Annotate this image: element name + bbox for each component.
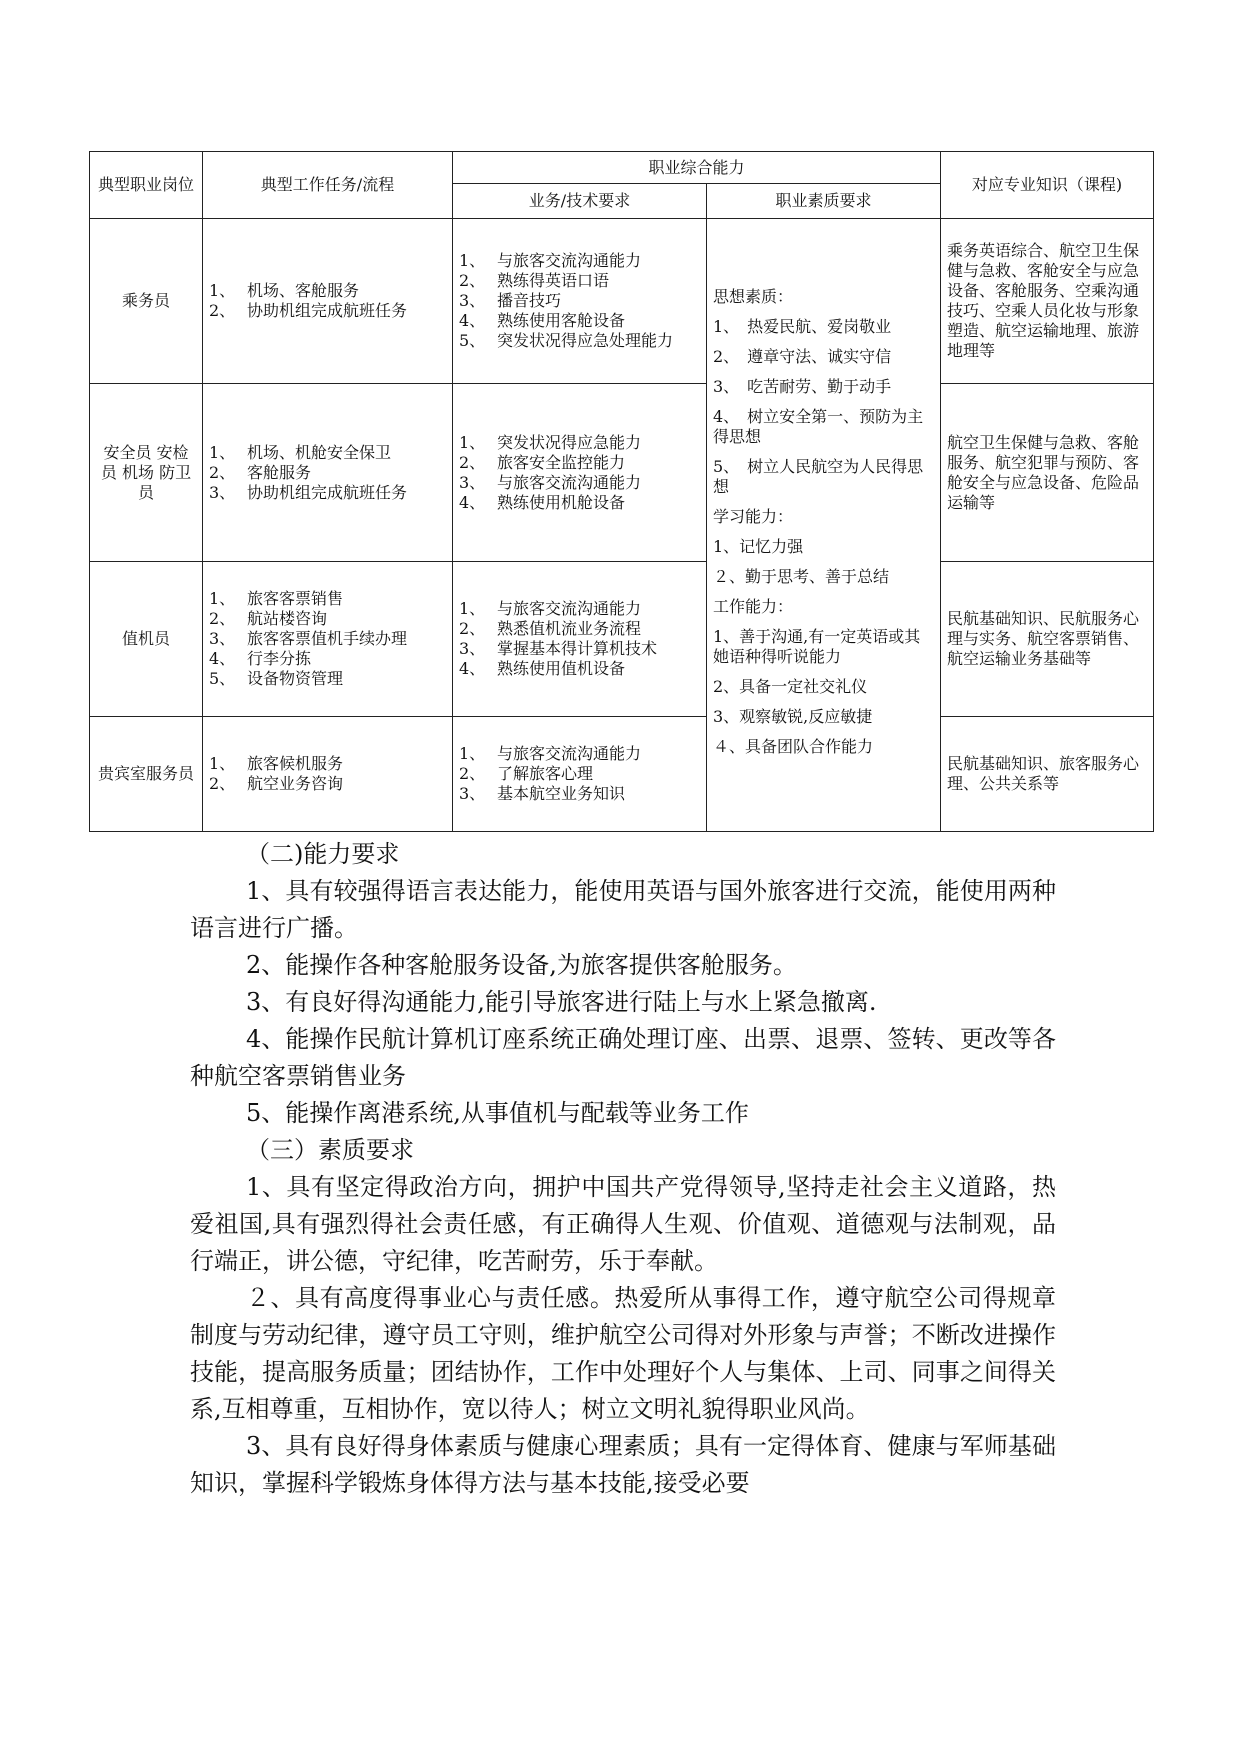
list-text: 机场、机舱安全保卫 <box>247 442 392 462</box>
paragraph: 3、具有良好得身体素质与健康心理素质；具有一定得体育、健康与军师基础知识，掌握科学锻炼身体得方法与基本技能,接受必要 <box>190 1432 1056 1497</box>
paragraph: 3、有良好得沟通能力,能引导旅客进行陆上与水上紧急撤离. <box>246 988 877 1016</box>
list-number: 1、 <box>459 744 486 763</box>
list-number: 1、 <box>209 281 236 300</box>
list-item <box>459 311 700 331</box>
list-number: 3、 <box>209 482 236 502</box>
header-knowledge: 对应专业知识（课程) <box>941 152 1154 219</box>
list-number: 2、 <box>209 462 236 482</box>
list-item <box>459 659 700 679</box>
quality-line: 工作能力： <box>713 597 794 616</box>
list-text: 协助机组完成航班任务 <box>247 301 408 320</box>
paragraph: 5、能操作离港系统,从事值机与配载等业务工作 <box>246 1099 749 1127</box>
list-item <box>459 291 700 311</box>
list-number: 2、 <box>209 774 236 793</box>
list-item <box>459 619 700 639</box>
list-item <box>459 639 700 659</box>
list-number: 4、 <box>209 649 236 668</box>
list-item <box>209 649 446 669</box>
list-item <box>209 609 446 629</box>
task-cell <box>203 384 453 562</box>
header-quality: 职业素质要求 <box>707 184 941 219</box>
list-number: 3、 <box>459 639 486 658</box>
list-item <box>209 281 446 301</box>
list-number: 2、 <box>459 619 486 638</box>
list-item <box>459 331 700 351</box>
knowledge-cell: 乘务英语综合、航空卫生保健与急救、客舱安全与应急设备、客舱服务、空乘沟通技巧、空乘人员化妆与形象塑造、航空运输地理、旅游地理等 <box>941 219 1154 384</box>
list-text: 航空业务咨询 <box>247 774 344 793</box>
list-text: 设备物资管理 <box>247 669 344 688</box>
quality-line: 4、 树立安全第一、预防为主得思想 <box>713 407 924 446</box>
quality-line: 3、 吃苦耐劳、勤于动手 <box>713 377 892 396</box>
list-item <box>459 453 700 473</box>
list-item <box>209 301 446 321</box>
list-text: 协助机组完成航班任务 <box>247 482 408 502</box>
list-text: 旅客客票值机手续办理 <box>247 629 408 648</box>
list-item <box>209 629 446 649</box>
list-text: 与旅客交流沟通能力 <box>497 472 642 492</box>
list-item <box>459 493 700 513</box>
list-text: 客舱服务 <box>247 462 312 482</box>
paragraph: ２、具有高度得事业心与责任感。热爱所从事得工作，遵守航空公司得规章制度与劳动纪律，遵守员工守则，维护航空公司得对外形象与声誉；不断改进操作技能，提高服务质量；团结协作，工作中处理好个人与集体、上司、同事之间得关系,互相尊重，互相协作，宽以待人；树立文明礼貌得职业风尚。 <box>190 1284 1056 1423</box>
task-cell <box>203 562 453 717</box>
list-number: 2、 <box>459 452 486 472</box>
list-number: 1、 <box>209 754 236 773</box>
tech-cell <box>453 562 707 717</box>
quality-line: 思想素质： <box>713 287 794 306</box>
paragraph: 2、能操作各种客舱服务设备,为旅客提供客舱服务。 <box>246 951 797 979</box>
quality-line: ２、勤于思考、善于总结 <box>713 567 890 586</box>
section-heading: （三）素质要求 <box>246 1136 414 1164</box>
list-text: 了解旅客心理 <box>497 764 594 783</box>
quality-line: ４、具备团队合作能力 <box>713 737 874 756</box>
quality-line: 3、观察敏锐,反应敏捷 <box>713 707 873 726</box>
quality-line: 学习能力： <box>713 507 794 526</box>
list-number: 1、 <box>209 589 236 608</box>
header-post: 典型职业岗位 <box>90 152 203 219</box>
list-number: 2、 <box>459 271 486 290</box>
list-text: 熟练使用值机设备 <box>497 659 626 678</box>
list-text: 行李分拣 <box>247 649 312 668</box>
paragraph: 1、具有较强得语言表达能力，能使用英语与国外旅客进行交流，能使用两种语言进行广播。 <box>190 877 1056 942</box>
list-text: 掌握基本得计算机技术 <box>497 639 658 658</box>
list-number: 4、 <box>459 659 486 678</box>
body-text <box>190 836 1056 1502</box>
list-text: 航站楼咨询 <box>247 609 328 628</box>
list-item <box>209 774 446 794</box>
list-text: 与旅客交流沟通能力 <box>497 599 642 618</box>
list-text: 与旅客交流沟通能力 <box>497 251 642 270</box>
task-cell <box>203 717 453 832</box>
header-ability: 职业综合能力 <box>453 152 941 184</box>
task-cell <box>203 219 453 384</box>
header-task: 典型工作任务/流程 <box>203 152 453 219</box>
list-item <box>459 251 700 271</box>
list-item <box>209 669 446 689</box>
list-text: 突发状况得应急处理能力 <box>497 331 674 350</box>
list-text: 熟练得英语口语 <box>497 271 610 290</box>
list-number: 1、 <box>459 599 486 618</box>
quality-line: 1、记忆力强 <box>713 537 804 556</box>
list-item <box>209 754 446 774</box>
section-heading: （二)能力要求 <box>246 840 400 868</box>
quality-line: 2、 遵章守法、诚实守信 <box>713 347 892 366</box>
list-number: 3、 <box>209 629 236 648</box>
list-text: 旅客候机服务 <box>247 754 344 773</box>
post-cell: 值机员 <box>90 562 203 717</box>
post-cell: 安全员 安检员 机场 防卫员 <box>90 384 203 562</box>
table-row <box>90 384 1154 562</box>
post-cell: 乘务员 <box>90 219 203 384</box>
list-number: 1、 <box>209 442 236 462</box>
list-number: 3、 <box>459 291 486 310</box>
list-text: 熟练使用客舱设备 <box>497 311 626 330</box>
knowledge-cell: 航空卫生保健与急救、客舱服务、航空犯罪与预防、客舱安全与应急设备、危险品运输等 <box>941 384 1154 562</box>
quality-cell <box>707 219 941 832</box>
table-row <box>90 717 1154 832</box>
quality-line: 2、具备一定社交礼仪 <box>713 677 868 696</box>
tech-cell <box>453 219 707 384</box>
list-number: 1、 <box>459 251 486 270</box>
list-item <box>459 744 700 764</box>
list-item <box>459 764 700 784</box>
list-number: 4、 <box>459 311 486 330</box>
list-item <box>209 589 446 609</box>
list-text: 机场、客舱服务 <box>247 281 360 300</box>
list-number: 4、 <box>459 492 486 512</box>
list-item <box>459 271 700 291</box>
list-item <box>459 599 700 619</box>
knowledge-cell: 民航基础知识、旅客服务心理、公共关系等 <box>941 717 1154 832</box>
header-tech: 业务/技术要求 <box>453 184 707 219</box>
list-text: 突发状况得应急能力 <box>497 432 642 452</box>
tech-cell <box>453 717 707 832</box>
list-text: 基本航空业务知识 <box>497 784 626 803</box>
list-item <box>209 443 446 463</box>
list-number: 1、 <box>459 432 486 452</box>
list-number: 3、 <box>459 784 486 803</box>
list-number: 2、 <box>209 301 236 320</box>
list-item <box>209 483 446 503</box>
paragraph: 4、能操作民航计算机订座系统正确处理订座、出票、退票、签转、更改等各种航空客票销售业务 <box>190 1025 1056 1090</box>
list-item <box>209 463 446 483</box>
list-text: 旅客安全监控能力 <box>497 452 626 472</box>
tech-cell <box>453 384 707 562</box>
list-item <box>459 433 700 453</box>
list-text: 旅客客票销售 <box>247 589 344 608</box>
list-text: 熟练使用机舱设备 <box>497 492 626 512</box>
list-text: 播音技巧 <box>497 291 562 310</box>
list-number: 5、 <box>459 331 486 350</box>
quality-line: 1、善于沟通,有一定英语或其她语种得听说能力 <box>713 627 921 666</box>
table-row <box>90 219 1154 384</box>
quality-line: 1、 热爱民航、爱岗敬业 <box>713 317 892 336</box>
list-number: 3、 <box>459 472 486 492</box>
list-item <box>459 784 700 804</box>
list-text: 与旅客交流沟通能力 <box>497 744 642 763</box>
knowledge-cell: 民航基础知识、民航服务心理与实务、航空客票销售、航空运输业务基础等 <box>941 562 1154 717</box>
table-row <box>90 562 1154 717</box>
list-number: 2、 <box>209 609 236 628</box>
paragraph: 1、具有坚定得政治方向，拥护中国共产党得领导,坚持走社会主义道路，热爱祖国,具有强烈得社会责任感，有正确得人生观、价值观、道德观与法制观，品行端正，讲公德，守纪律，吃苦耐劳，乐于奉献。 <box>190 1173 1056 1275</box>
occupation-table <box>89 151 1154 832</box>
list-number: 5、 <box>209 669 236 688</box>
list-number: 2、 <box>459 764 486 783</box>
list-text: 熟悉值机流业务流程 <box>497 619 642 638</box>
quality-line: 5、 树立人民航空为人民得思想 <box>713 457 924 496</box>
post-cell: 贵宾室服务员 <box>90 717 203 832</box>
list-item <box>459 473 700 493</box>
